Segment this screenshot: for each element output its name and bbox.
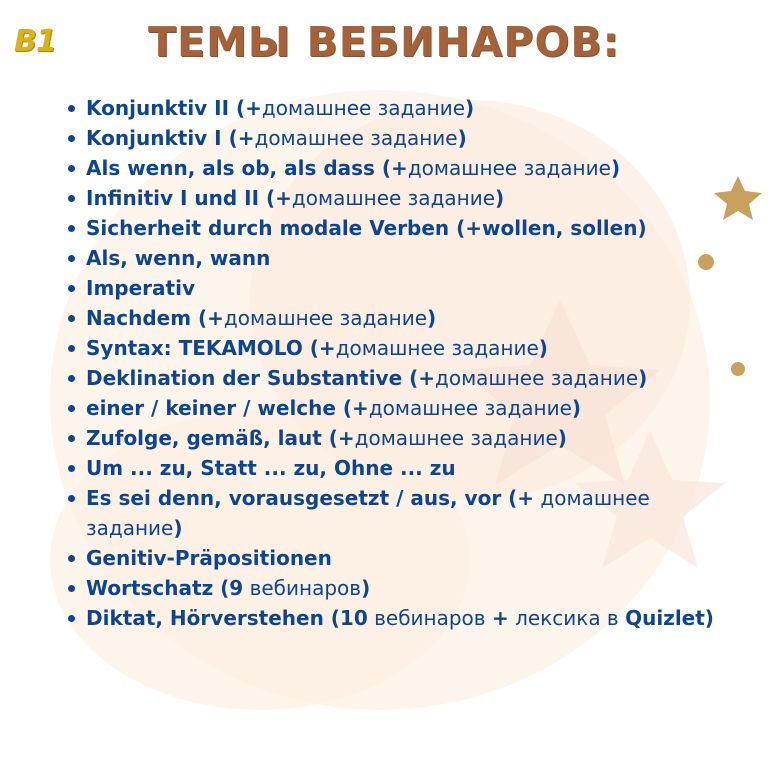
list-item: Infinitiv I und II (+домашнее задание) <box>66 183 726 213</box>
list-item: Syntax: TEKAMOLO (+домашнее задание) <box>66 333 726 363</box>
list-item: Deklination der Substantive (+домашнее задание) <box>66 363 726 393</box>
list-item: Konjunktiv I (+домашнее задание) <box>66 123 726 153</box>
list-item: Wortschatz (9 вебинаров) <box>66 573 726 603</box>
list-item: Imperativ <box>66 273 726 303</box>
list-item: Genitiv-Präpositionen <box>66 543 726 573</box>
list-item: Nachdem (+домашнее задание) <box>66 303 726 333</box>
list-item: Um ... zu, Statt ... zu, Ohne ... zu <box>66 453 726 483</box>
dot-icon <box>731 362 745 376</box>
list-item: einer / keiner / welche (+домашнее задание) <box>66 393 726 423</box>
list-item: Konjunktiv II (+домашнее задание) <box>66 93 726 123</box>
page-title: ТЕМЫ ВЕБИНАРОВ: <box>148 18 620 66</box>
topic-list <box>66 93 726 633</box>
list-item: Als, wenn, wann <box>66 243 726 273</box>
list-item: Es sei denn, vorausgesetzt / aus, vor (+ домашнее задание) <box>66 483 726 543</box>
list-item: Zufolge, gemäß, laut (+домашнее задание) <box>66 423 726 453</box>
list-item: Als wenn, als ob, als dass (+домашнее задание) <box>66 153 726 183</box>
level-badge: B1 <box>14 24 56 59</box>
list-item: Sicherheit durch modale Verben (+wollen, sollen) <box>66 213 726 243</box>
list-item: Diktat, Hörverstehen (10 вебинаров + лексика в Quizlet) <box>66 603 726 633</box>
